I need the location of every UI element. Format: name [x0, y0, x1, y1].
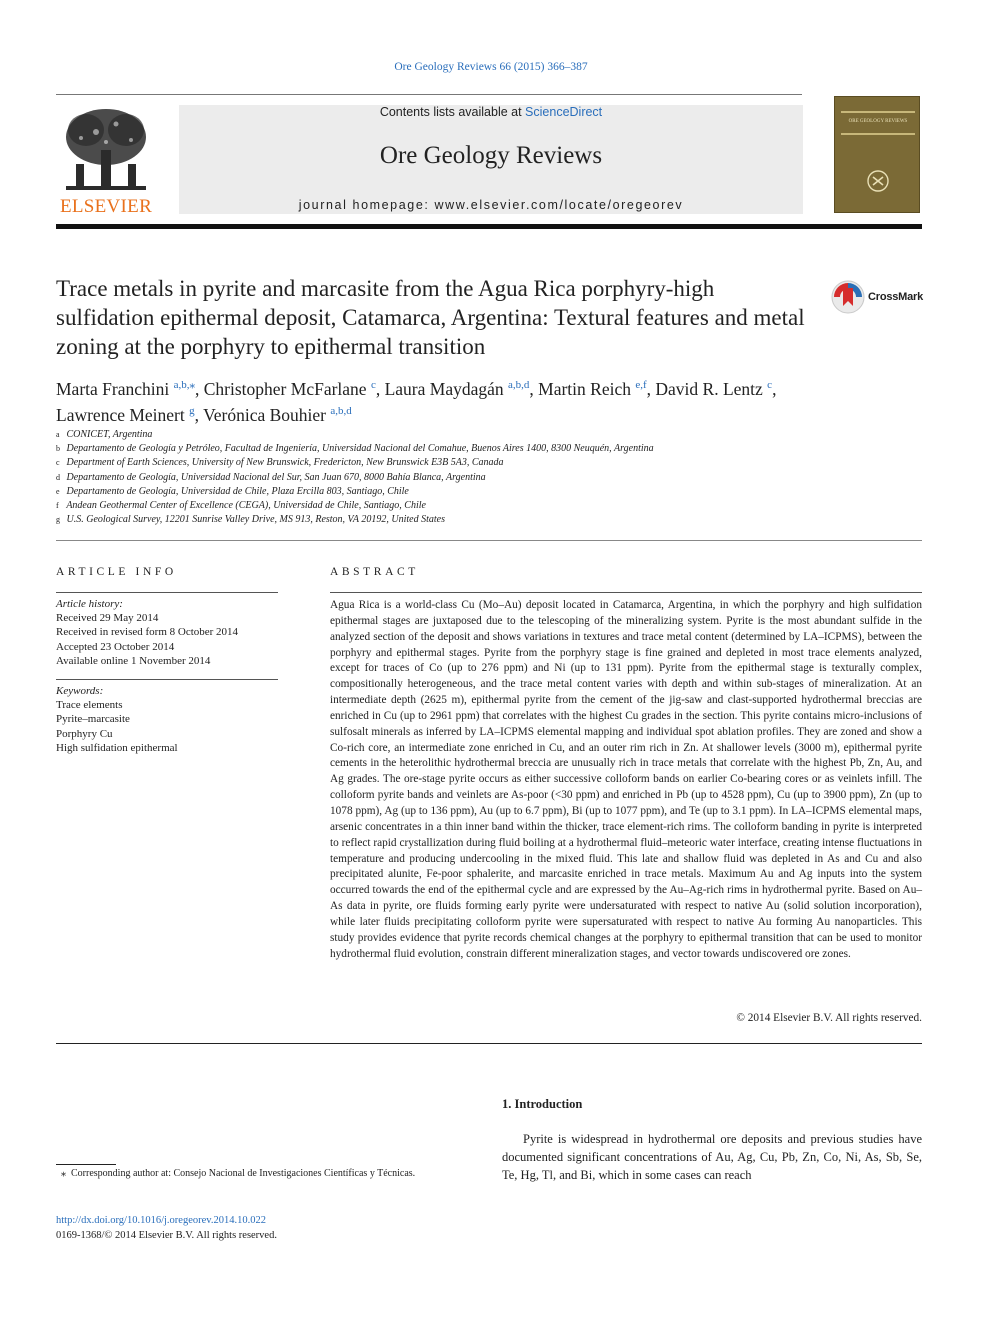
affiliation-list: [56, 428, 922, 527]
crossmark-label[interactable]: CrossMark: [868, 291, 924, 303]
abstract-rule: [330, 592, 922, 593]
author[interactable]: [385, 379, 530, 399]
author-separator: ,: [194, 404, 204, 425]
footnote-rule: [56, 1164, 116, 1165]
issn-line: 0169-1368/© 2014 Elsevier B.V. All rights reserved.: [56, 1229, 277, 1241]
author-separator: ,: [646, 378, 656, 399]
cover-band: [841, 133, 915, 135]
affiliation-label: c: [56, 458, 60, 468]
author-separator: ,: [195, 378, 204, 399]
author-name: Martin Reich: [538, 378, 631, 399]
author-affiliation-marks[interactable]: c: [767, 379, 773, 391]
author-affiliation-marks[interactable]: a,b,d: [330, 404, 352, 417]
abstract-text: Agua Rica is a world-class Cu (Mo–Au) deposit located in Catamarca, Argentina, in which the porphyry and high sulfidation epithermal stages are juxtaposed due to the telescoping of the mineralizing system. Pyrite is the most abundant sulfide in the analyzed section of the deposit and shows variations in textures and trace metal content (determined by LA–ICPMS), between the porphyry and epithermal stages. Pyrite from the porphyry stage is fine grained and depleted in most trace elements analyzed, except for traces of Co (up to 276 ppm) and Ni (up to 131 ppm). Pyrite from the epithermal stage is texturally complex, compositionally heterogeneous, and the trace metal content varies with depth and within sub-stages of mineralization. At an intermediate depth (2625 m), epithermal pyrite from the cement of the jig-saw and clast-supported hydrothermal breccias are enriched in Cu (up to 2961 ppm) that correlates with the highest Cu grades in the section. This pyrite contains micro-inclusions of sulfosalt minerals as inferred by LA–ICPMS elemental mapping and individual spot ablation profiles. They are zoned and show a Co-rich core, an intermediate zone enriched in Cu, and an outer rim rich in Zn. At shallower levels (3000 m), epithermal pyrite cements in the heterolithic hydrothermal breccia are unusually rich in trace metals that correlate with the highest Pb, Zn, Au, and Ag grades. The ore-stage pyrite occurs as either successive colloform bands on earlier Co-bearing cores or as veinlets infill. The colloform pyrite bands and veinlets are As-poor (<30 ppm) and enriched in Pb (up to 4528 ppm), Cu (up to 3900 ppm), Zn (up to 1078 ppm), Ag (up to 136 ppm), Au (up to 6.7 ppm), Bi (up to 1077 ppm), and Te (up to 3.1 ppm). In LA–ICPMS elemental maps, arsenic concentrates in a thin inner band within the thicker, trace element-rich rims. The colloform banding in pyrite is interpreted to reflect rapid crystallization during fluid boiling at a hydrothermal fluid–meteoric water interface, creating intense fluctuations in temperature and producing undercooling in the mixed fluid. This late and shallow fluid was depleted in As and Cu and also precipitated alunite, Fe-poor sphalerite, and marcasite enriched in trace metals. Maximum Au and Ag inputs into the system occurred towards the end of the epithermal cycle and are expressed by the Au–Ag-rich rims in hydrothermal pyrite. Based on Au–As data in pyrite, ore fluids forming early pyrite were undersaturated with respect to native Au (solid solution incorporation), while later fluids precipitating colloform pyrite were supersaturated with respect to native Au forming Au nanoparticles. This study provides evidence that pyrite records chemical changes at the porphyry to epithermal transition that can be used to monitor hydrothermal fluid evolution, constrain different mineralization stages, and vector towards undiscovered ore zones.: [330, 599, 922, 960]
affiliation: [56, 442, 922, 456]
article-history: [56, 597, 278, 668]
article-title: Trace metals in pyrite and marcasite from the Agua Rica porphyry-high sulfidation epithermal deposit, Catamarca, Argentina: Textural features and metal zoning at the porphyry to epithermal transition: [56, 276, 805, 359]
elsevier-wordmark: ELSEVIER: [59, 196, 153, 217]
journal-reference[interactable]: Ore Geology Reviews 66 (2015) 366–387: [394, 61, 588, 73]
footnote-marker: ⁎: [61, 1168, 66, 1179]
author[interactable]: [538, 379, 647, 399]
affiliation-label: f: [56, 501, 59, 511]
affiliation-text: Departamento de Geología, Universidad Nacional del Sur, San Juan 670, 8000 Bahía Blanca, Argentina: [66, 471, 486, 483]
author[interactable]: [655, 379, 772, 399]
contents-prefix: Contents lists available at: [379, 105, 526, 119]
article-info-heading: ARTICLE INFO: [56, 566, 177, 578]
affiliation-text: Andean Geothermal Center of Excellence (CEGA), Universidad de Chile, Santiago, Chile: [66, 500, 426, 512]
journal-cover-thumbnail[interactable]: [834, 96, 920, 213]
affiliation-label: e: [56, 486, 60, 496]
abstract-heading: ABSTRACT: [330, 566, 419, 578]
author-affiliation-marks[interactable]: e,f: [635, 379, 647, 391]
affiliation-label: b: [56, 444, 60, 454]
author-affiliation-marks[interactable]: c: [370, 379, 376, 391]
history-item: Available online 1 November 2014: [56, 654, 211, 667]
author-name: Laura Maydagán: [384, 378, 504, 399]
article-info-rule: [56, 592, 278, 593]
keywords: [56, 684, 278, 755]
introduction-text: Pyrite is widespread in hydrothermal ore deposits and previous studies have documented significant concentrations of Au, Ag, Cu, Pb, Zn, Co, Ni, As, Sb, Se, Te, Hg, Tl, and Bi, which in some cases can reach: [502, 1132, 922, 1182]
author[interactable]: [56, 379, 195, 399]
affiliation-text: Departamento de Geología, Universidad de Chile, Plaza Ercilla 803, Santiago, Chile: [66, 485, 409, 497]
affiliation-text: CONICET, Argentina: [66, 429, 153, 440]
author-affiliation-marks[interactable]: a,b,⁎: [173, 379, 195, 391]
abstract-copyright: © 2014 Elsevier B.V. All rights reserved.: [736, 1012, 922, 1024]
section-divider: [56, 540, 922, 541]
affiliation: [56, 513, 922, 527]
footnote-text: Corresponding author at: Consejo Nacional de Investigaciones Científicas y Técnicas.: [71, 1168, 416, 1179]
affiliation-label: d: [56, 472, 60, 482]
keyword: Trace elements: [56, 699, 123, 712]
cover-band: [841, 111, 915, 113]
author-name: Verónica Bouhier: [203, 404, 327, 425]
author-separator: ,: [529, 378, 539, 399]
affiliation: [56, 471, 922, 485]
keywords-heading: Keywords:: [56, 685, 104, 697]
author-affiliation-marks[interactable]: g: [189, 404, 195, 417]
author-separator: ,: [375, 378, 385, 399]
doi-link[interactable]: http://dx.doi.org/10.1016/j.oregeorev.2014.10.022: [56, 1215, 266, 1226]
author-name: Lawrence Meinert: [56, 404, 185, 425]
author-separator: ,: [772, 378, 777, 399]
history-item: Received in revised form 8 October 2014: [56, 626, 239, 639]
author-affiliation-marks[interactable]: a,b,d: [508, 379, 530, 391]
affiliation-text: Departamento de Geología y Petróleo, Facultad de Ingeniería, Universidad Nacional del Comahue, Buenos Aires 1400, 8300 Neuquén, Argentina: [66, 443, 654, 455]
affiliation: [56, 456, 922, 470]
keyword: Pyrite–marcasite: [56, 713, 130, 726]
author[interactable]: [56, 405, 195, 425]
article-history-heading: Article history:: [56, 598, 123, 610]
header-top-rule: [56, 94, 802, 95]
affiliation: [56, 428, 922, 442]
author[interactable]: [203, 405, 352, 425]
author-name: Christopher McFarlane: [203, 378, 367, 399]
crossmark-icon[interactable]: [831, 280, 865, 314]
affiliation-label: g: [56, 515, 60, 525]
history-item: Accepted 23 October 2014: [56, 640, 175, 653]
abstract-bottom-rule: [56, 1043, 922, 1044]
affiliation-label: a: [56, 430, 60, 439]
affiliation: [56, 499, 922, 513]
affiliation-text: Department of Earth Sciences, University of New Brunswick, Fredericton, New Brunswick E3B 5A3, Canada: [66, 457, 504, 469]
author[interactable]: [204, 379, 376, 399]
affiliation-text: U.S. Geological Survey, 12201 Sunrise Valley Drive, MS 913, Reston, VA 20192, United States: [66, 514, 445, 526]
sciencedirect-link[interactable]: ScienceDirect: [525, 105, 603, 119]
author-list: [56, 374, 922, 426]
doi-block: [56, 1214, 277, 1243]
cover-emblem-icon: [866, 169, 890, 193]
journal-name: Ore Geology Reviews: [379, 142, 603, 169]
author-name: David R. Lentz: [655, 378, 763, 399]
contents-line: [179, 105, 803, 119]
journal-homepage[interactable]: journal homepage: www.elsevier.com/locate/oregeorev: [298, 198, 684, 212]
keywords-rule: [56, 679, 278, 680]
header-thick-rule: [56, 224, 922, 229]
introduction-heading: 1. Introduction: [502, 1097, 583, 1111]
keyword: High sulfidation epithermal: [56, 741, 178, 754]
cover-title: ORE GEOLOGY REVIEWS: [848, 119, 908, 124]
author-name: Marta Franchini: [56, 378, 170, 399]
history-item: Received 29 May 2014: [56, 612, 159, 625]
affiliation: [56, 485, 922, 499]
corresponding-author-footnote: [56, 1168, 486, 1179]
keyword: Porphyry Cu: [56, 727, 113, 740]
